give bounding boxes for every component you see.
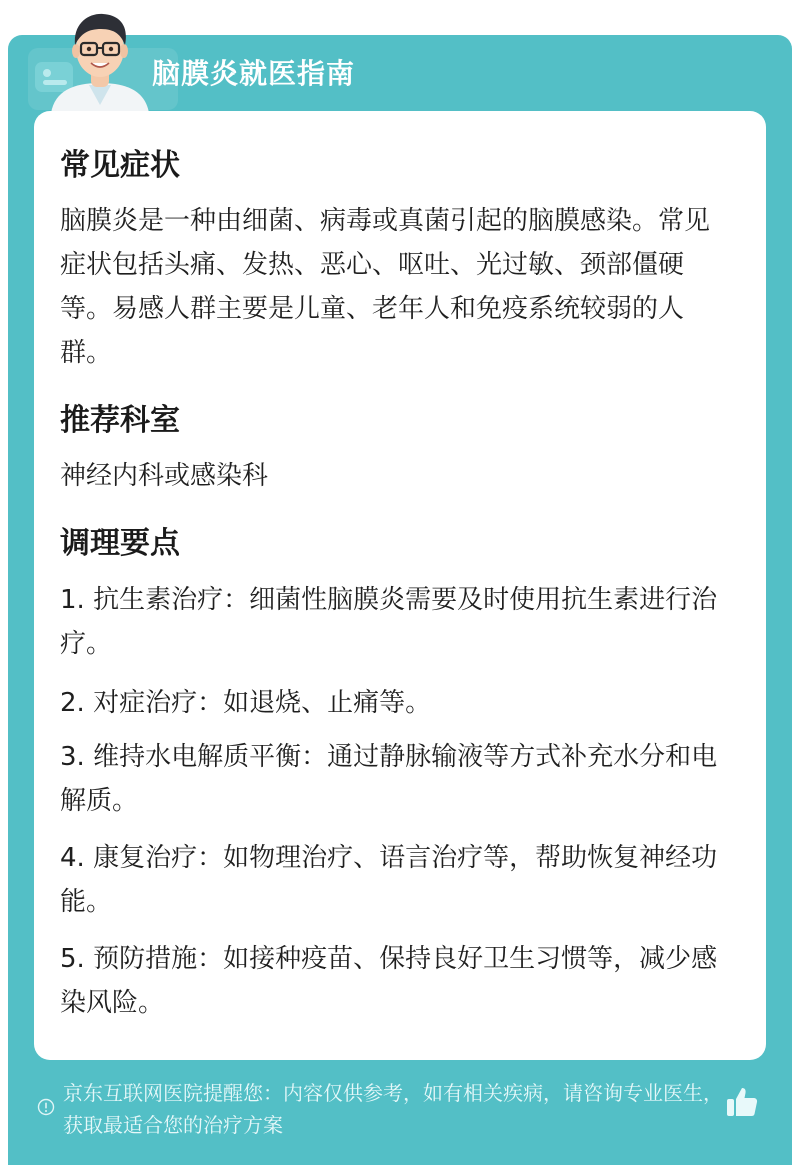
care-point-item: 1. 抗生素治疗：细菌性脑膜炎需要及时使用抗生素进行治疗。	[60, 585, 718, 659]
care-point-item: 4. 康复治疗：如物理治疗、语言治疗等，帮助恢复神经功能。	[60, 843, 718, 917]
page-title: 脑膜炎就医指南	[152, 57, 356, 90]
section-title-care-points: 调理要点	[60, 526, 180, 561]
doctor-avatar	[45, 5, 155, 113]
thumbs-up-icon[interactable]	[724, 1084, 760, 1120]
department-text: 神经内科或感染科	[60, 461, 269, 491]
care-point-item: 3. 维持水电解质平衡：通过静脉输液等方式补充水分和电解质。	[60, 742, 718, 816]
care-point-item: 2. 对症治疗：如退烧、止痛等。	[60, 688, 432, 718]
section-title-symptoms: 常见症状	[60, 148, 180, 183]
section-title-department: 推荐科室	[60, 403, 180, 438]
info-icon	[37, 1098, 55, 1116]
symptoms-text: 脑膜炎是一种由细菌、病毒或真菌引起的脑膜感染。常见症状包括头痛、发热、恶心、呕吐、光过敏、颈部僵硬等。易感人群主要是儿童、老年人和免疫系统较弱的人群。	[60, 206, 711, 368]
care-point-item: 5. 预防措施：如接种疫苗、保持良好卫生习惯等，减少感染风险。	[60, 944, 718, 1018]
disclaimer-text: 京东互联网医院提醒您：内容仅供参考，如有相关疾病，请咨询专业医生，获取最适合您的治疗方案	[63, 1081, 723, 1137]
